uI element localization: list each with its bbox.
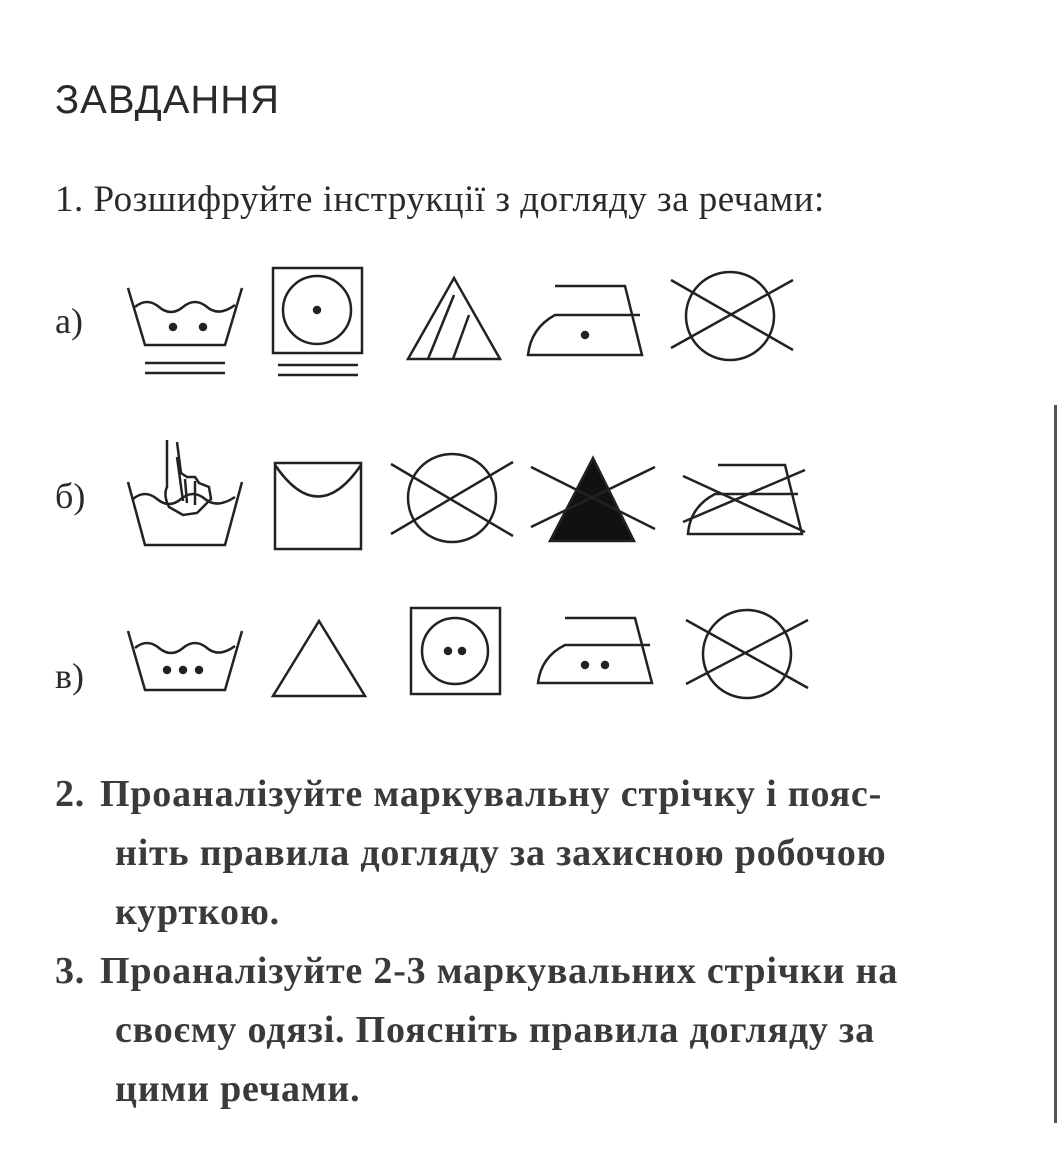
row-c-label: в) — [55, 656, 84, 696]
task-3-line-3: цими речами. — [115, 1068, 361, 1110]
bleach-non-chlorine-icon — [405, 275, 503, 363]
iron-medium-icon — [535, 615, 655, 687]
tumble-dry-medium-icon — [408, 605, 503, 697]
task-2-number: 2. — [55, 773, 86, 815]
wash-40-gentle-icon — [125, 285, 245, 380]
task-2-line-1: Проаналізуйте маркувальну стрічку і пояс- — [100, 773, 883, 815]
wash-50-icon — [125, 628, 245, 694]
task-3-line-2: своєму одязі. Поясніть правила догляду за — [115, 1009, 875, 1051]
row-b-label: б) — [55, 476, 86, 516]
bleach-allowed-icon — [270, 618, 368, 700]
row-a-label: а) — [55, 301, 83, 341]
no-dry-clean-icon — [388, 452, 516, 544]
no-bleach-icon — [528, 455, 658, 545]
task-2-text — [55, 765, 1015, 942]
task-3-text — [55, 942, 1015, 1119]
task-1-text: 1. Розшифруйте інструкції з догляду за речами: — [55, 179, 825, 220]
task-2-line-2: ніть правила догляду за захисною робочою — [115, 832, 887, 874]
no-dry-clean-icon — [683, 608, 811, 700]
page-edge-divider — [1054, 405, 1057, 1123]
task-3-line-1: Проаналізуйте 2-3 маркувальних стрічки на — [100, 950, 899, 992]
tumble-dry-normal-icon — [270, 265, 365, 380]
task-2-line-3: курткою. — [115, 891, 280, 933]
page-title: ЗАВДАННЯ — [55, 78, 281, 122]
hand-wash-icon — [125, 437, 245, 549]
line-dry-icon — [272, 460, 364, 552]
task-3-number: 3. — [55, 950, 86, 992]
no-dry-clean-icon — [668, 268, 796, 360]
no-iron-icon — [680, 462, 808, 540]
iron-low-icon — [525, 283, 645, 358]
